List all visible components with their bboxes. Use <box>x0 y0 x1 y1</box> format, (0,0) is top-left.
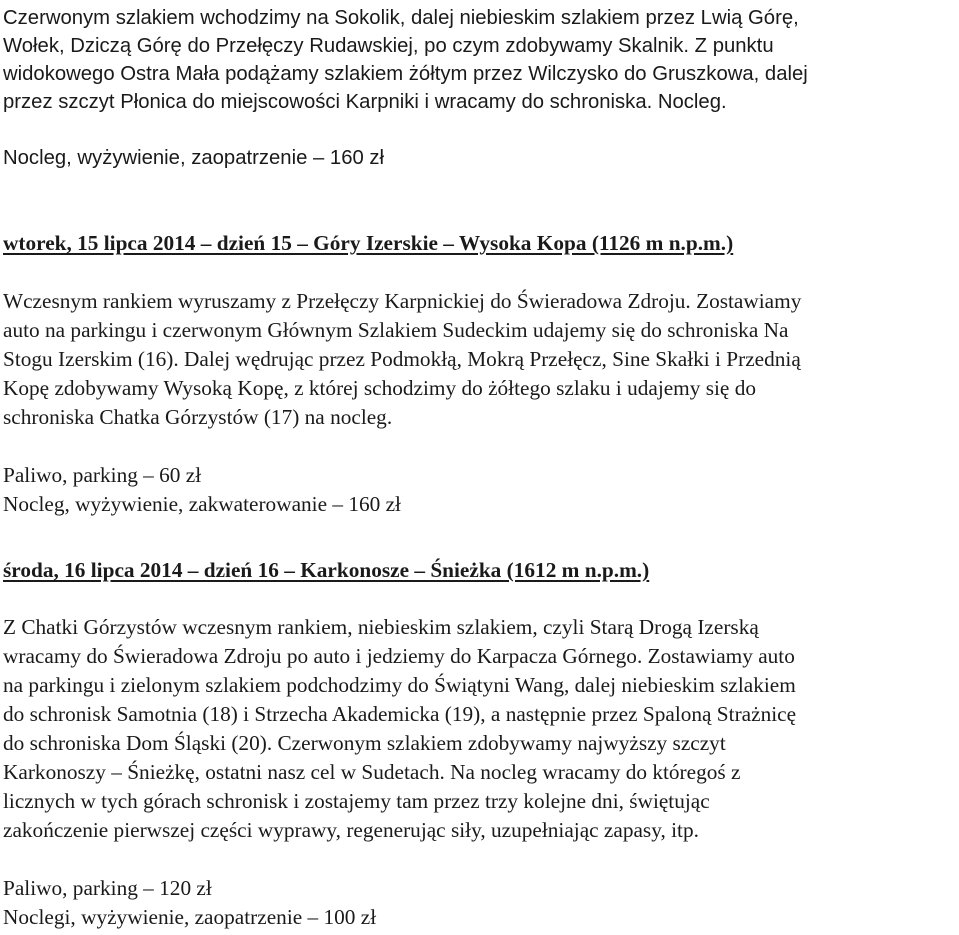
paragraph-line: schroniska Chatka Górzystów (17) na nocleg. <box>3 405 393 429</box>
paragraph-line: licznych w tych górach schronisk i zostajemy tam przez trzy kolejne dni, świętując <box>3 789 710 813</box>
paragraph-line: Czerwonym szlakiem wchodzimy na Sokolik, dalej niebieskim szlakiem przez Lwią Górę, <box>3 7 799 29</box>
day-heading: środa, 16 lipca 2014 – dzień 16 – Karkonosze – Śnieżka (1612 m n.p.m.) <box>3 558 650 582</box>
paragraph-line: widokowego Ostra Mała podążamy szlakiem żółtym przez Wilczysko do Gruszkowa, dalej <box>3 63 808 85</box>
paragraph-line: zakończenie pierwszej części wyprawy, regenerując siły, uzupełniając zapasy, itp. <box>3 818 699 842</box>
cost-line: Paliwo, parking – 120 zł <box>3 876 212 900</box>
paragraph-line: do schroniska Dom Śląski (20). Czerwonym szlakiem zdobywamy najwyższy szczyt <box>3 731 726 755</box>
paragraph-line: Stogu Izerskim (16). Dalej wędrując przez Podmokłą, Mokrą Przełęcz, Sine Skałki i Przednią <box>3 347 801 371</box>
paragraph-line: wracamy do Świeradowa Zdroju po auto i jedziemy do Karpacza Górnego. Zostawiamy auto <box>3 644 795 668</box>
cost-line: Paliwo, parking – 60 zł <box>3 463 202 487</box>
paragraph-line: na parkingu i zielonym szlakiem podchodzimy do Świątyni Wang, dalej niebieskim szlakiem <box>3 673 796 697</box>
paragraph-line: przez szczyt Płonica do miejscowości Karpniki i wracamy do schroniska. Nocleg. <box>3 91 727 113</box>
paragraph-line: Kopę zdobywamy Wysoką Kopę, z której schodzimy do żółtego szlaku i udajemy się do <box>3 376 757 400</box>
paragraph-line: Wołek, Dziczą Górę do Przełęczy Rudawskiej, po czym zdobywamy Skalnik. Z punktu <box>3 35 774 57</box>
cost-line: Nocleg, wyżywienie, zakwaterowanie – 160 zł <box>3 492 401 516</box>
cost-line: Nocleg, wyżywienie, zaopatrzenie – 160 zł <box>3 147 385 169</box>
paragraph-line: Z Chatki Górzystów wczesnym rankiem, niebieskim szlakiem, czyli Starą Drogą Izerską <box>3 615 759 639</box>
paragraph-line: auto na parkingu i czerwonym Głównym Szlakiem Sudeckim udajemy się do schroniska Na <box>3 318 789 342</box>
paragraph-line: Karkonoszy – Śnieżkę, ostatni nasz cel w Sudetach. Na nocleg wracamy do któregoś z <box>3 760 741 784</box>
cost-line: Noclegi, wyżywienie, zaopatrzenie – 100 zł <box>3 905 377 929</box>
paragraph-line: Wczesnym rankiem wyruszamy z Przełęczy Karpnickiej do Świeradowa Zdroju. Zostawiamy <box>3 289 802 313</box>
paragraph-line: do schronisk Samotnia (18) i Strzecha Akademicka (19), a następnie przez Spaloną Strażnicę <box>3 702 797 726</box>
day-heading: wtorek, 15 lipca 2014 – dzień 15 – Góry Izerskie – Wysoka Kopa (1126 m n.p.m.) <box>3 231 734 255</box>
